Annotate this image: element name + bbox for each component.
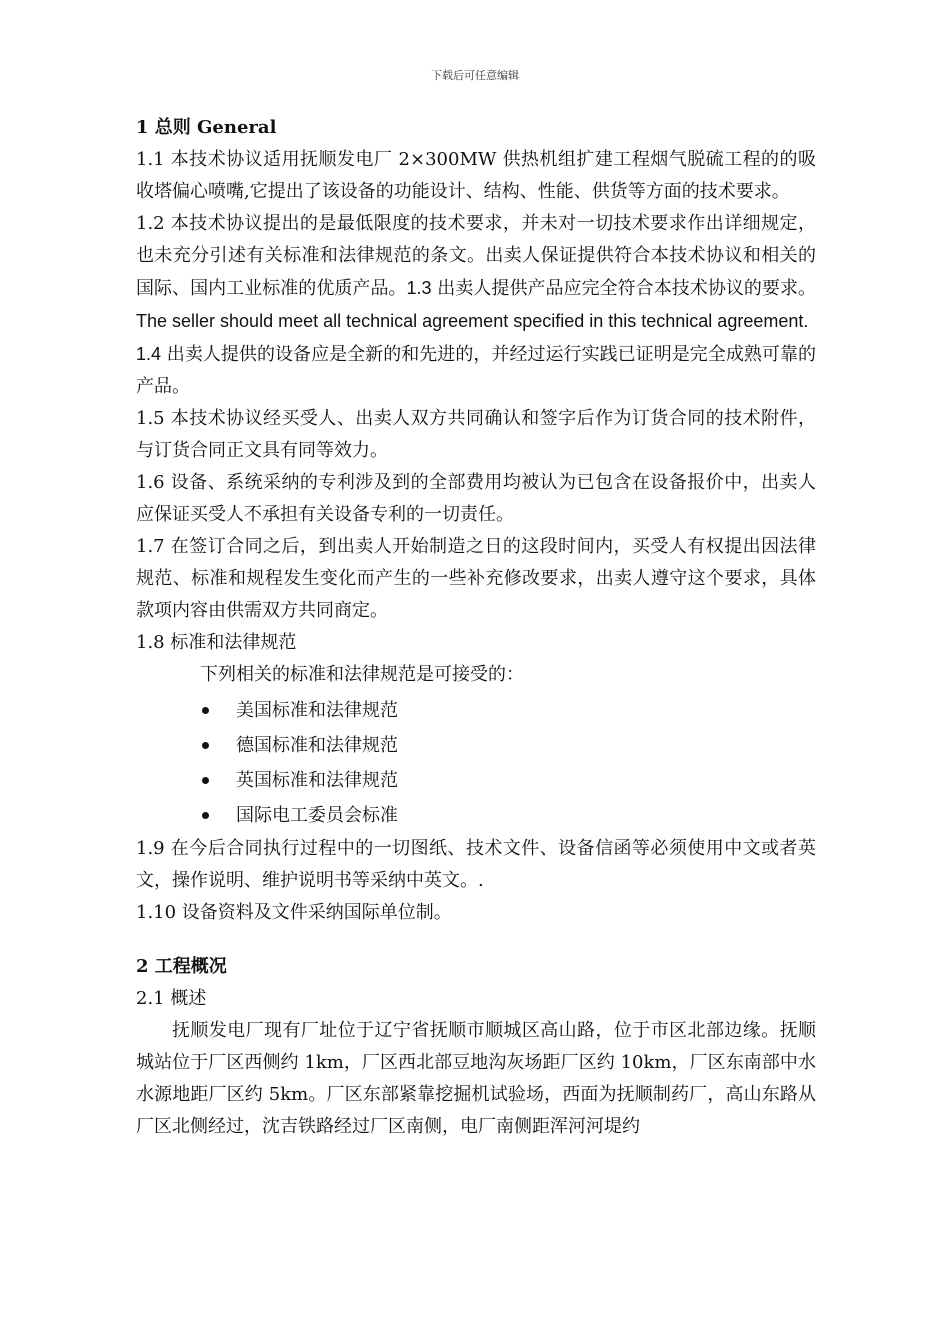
clause-1-2-and-1-3 xyxy=(136,208,816,338)
clause-1-3-number: 1.3 xyxy=(406,278,432,298)
page-header: 下载后可任意编辑 xyxy=(431,69,519,82)
clause-1-4-number: 1.4 xyxy=(136,344,162,364)
clause-1-6: 1.6 设备、系统采纳的专利涉及到的全部费用均被认为已包含在设备报价中，出卖人应保证买受人不承担有关设备专利的一切责任。 xyxy=(136,472,816,525)
clause-1-7: 1.7 在签订合同之后，到出卖人开始制造之日的这段时间内，买受人有权提出因法律规范、标准和规程发生变化而产生的一些补充修改要求，出卖人遵守这个要求，具体款项内容由供需双方共同商定。 xyxy=(136,536,816,621)
section-2-heading: 2 工程概况 xyxy=(136,956,227,977)
subsection-2-1-heading: 2.1 概述 xyxy=(136,988,207,1009)
list-item: 美国标准和法律规范 xyxy=(136,693,816,728)
clause-1-3-english: The seller should meet all technical agreement specified in this technical agreement. xyxy=(136,311,809,331)
standards-list xyxy=(136,693,816,833)
bullet-icon xyxy=(202,812,209,819)
clause-1-1: 1.1 本技术协议适用抚顺发电厂 2×300MW 供热机组扩建工程烟气脱硫工程的的吸收塔偏心喷嘴,它提出了该设备的功能设计、结构、性能、供货等方面的技术要求。 xyxy=(136,149,816,202)
overview-paragraph: 抚顺发电厂现有厂址位于辽宁省抚顺市顺城区高山路，位于市区北部边缘。抚顺城站位于厂区西侧约 1km，厂区西北部豆地沟灰场距厂区约 10km，厂区东南部中水水源地距厂区约 5km。厂区东部紧靠挖掘机试验场，西面为抚顺制药厂，高山东路从厂区北侧经过，沈吉铁路经过厂区南侧，电厂南侧距浑河河堤约 xyxy=(136,1020,816,1137)
list-item: 德国标准和法律规范 xyxy=(136,728,816,763)
section-1-heading: 1 总则 General xyxy=(136,117,277,138)
clause-1-2: 1.2 本技术协议提出的是最低限度的技术要求，并未对一切技术要求作出详细规定，也未充分引述有关标准和法律规范的条文。出卖人保证提供符合本技术协议和相关的国际、国内工业标准的优质产品。 xyxy=(136,213,816,299)
clause-1-4-text: 出卖人提供的设备应是全新的和先进的，并经过运行实践已证明是完全成熟可靠的产品。 xyxy=(136,344,816,397)
list-item: 英国标准和法律规范 xyxy=(136,763,816,798)
clause-1-9: 1.9 在今后合同执行过程中的一切图纸、技术文件、设备信函等必须使用中文或者英文，操作说明、维护说明书等采纳中英文。. xyxy=(136,838,816,891)
clause-1-8: 1.8 标准和法律规范 xyxy=(136,632,297,653)
bullet-icon xyxy=(202,777,209,784)
bullet-icon xyxy=(202,742,209,749)
clause-1-5: 1.5 本技术协议经买受人、出卖人双方共同确认和签字后作为订货合同的技术附件，与订货合同正文具有同等效力。 xyxy=(136,408,816,461)
document-body xyxy=(136,112,816,1143)
bullet-icon xyxy=(202,707,209,714)
standards-intro: 下列相关的标准和法律规范是可接受的： xyxy=(200,664,524,685)
clause-1-4 xyxy=(136,338,816,403)
clause-1-3-chinese: 出卖人提供产品应完全符合本技术协议的要求。 xyxy=(431,278,816,299)
clause-1-10: 1.10 设备资料及文件采纳国际单位制。 xyxy=(136,902,452,923)
list-item: 国际电工委员会标准 xyxy=(136,798,816,833)
